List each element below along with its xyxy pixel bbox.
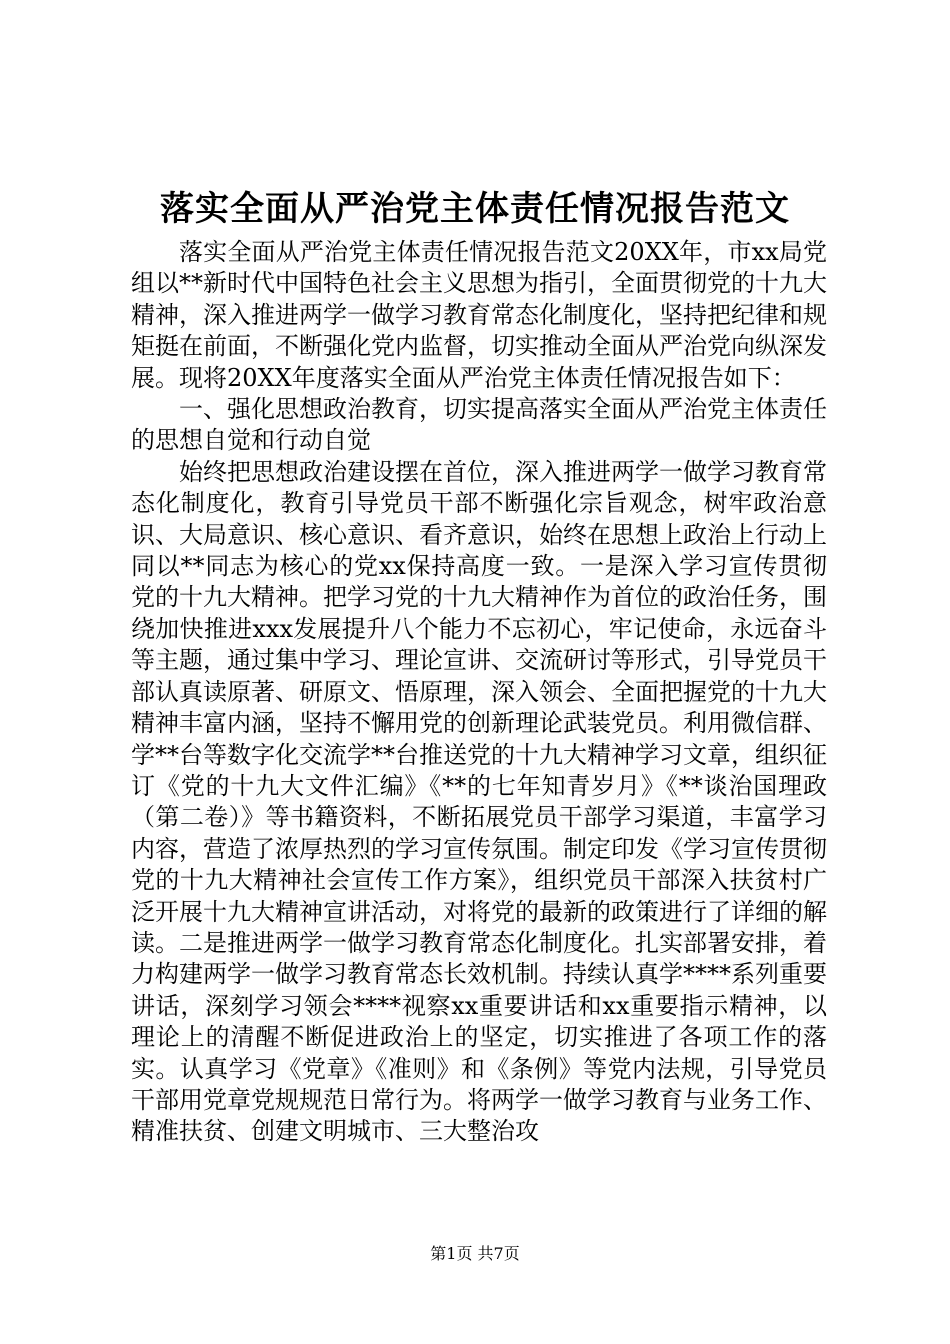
document-body — [131, 237, 827, 1148]
paragraph-intro: 落实全面从严治党主体责任情况报告范文20XX年，市xx局党组以**新时代中国特色社会主义思想为指引，全面贯彻党的十九大精神，深入推进两学一做学习教育常态化制度化，坚持把纪律和规矩挺在前面，不断强化党内监督，切实推动全面从严治党向纵深发展。现将20XX年度落实全面从严治党主体责任情况报告如下： — [131, 238, 827, 392]
paragraph-section-body: 始终把思想政治建设摆在首位，深入推进两学一做学习教育常态化制度化，教育引导党员干部不断强化宗旨观念，树牢政治意识、大局意识、核心意识、看齐意识，始终在思想上政治上行动上同以**同志为核心的党xx保持高度一致。一是深入学习宣传贯彻党的十九大精神。把学习党的十九大精神作为首位的政治任务，围绕加快推进xxx发展提升八个能力不忘初心，牢记使命，永远奋斗等主题，通过集中学习、理论宣讲、交流研讨等形式，引导党员干部认真读原著、研原文、悟原理，深入领会、全面把握党的十九大精神丰富内涵，坚持不懈用党的创新理论武装党员。利用微信群、学**台等数字化交流学**台推送党的十九大精神学习文章，组织征订《党的十九大文件汇编》《**的七年知青岁月》《**谈治国理政（第二卷）》等书籍资料，不断拓展党员干部学习渠道，丰富学习内容，营造了浓厚热烈的学习宣传氛围。制定印发《学习宣传贯彻党的十九大精神社会宣传工作方案》，组织党员干部深入扶贫村广泛开展十九大精神宣讲活动，对将党的最新的政策进行了详细的解读。二是推进两学一做学习教育常态化制度化。扎实部署安排，着力构建两学一做学习教育常态长效机制。持续认真学****系列重要讲话，深刻学习领会****视察xx重要讲话和xx重要指示精神，以理论上的清醒不断促进政治上的坚定，切实推进了各项工作的落实。认真学习《党章》《准则》和《条例》等党内法规，引导党员干部用党章党规规范日常行为。将两学一做学习教育与业务工作、精准扶贫、创建文明城市、三大整治攻 — [131, 457, 827, 1146]
document-title: 落实全面从严治党主体责任情况报告范文 — [160, 189, 790, 229]
page-number-footer: 第1页 共7页 — [430, 1244, 520, 1263]
paragraph-section-heading: 一、强化思想政治教育，切实提高落实全面从严治党主体责任的思想自觉和行动自觉 — [131, 395, 827, 455]
